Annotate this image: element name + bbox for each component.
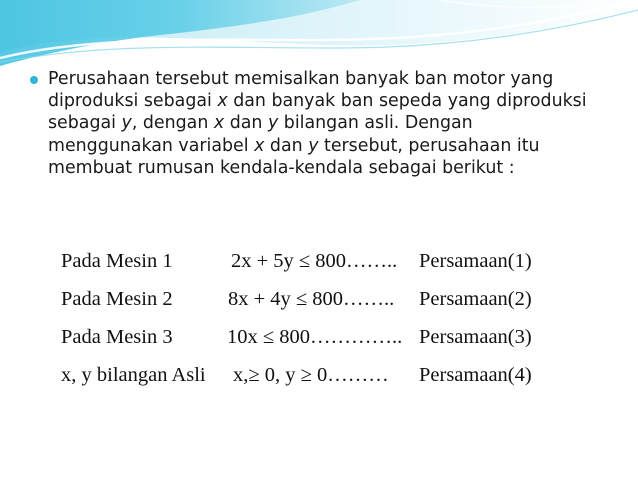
var-y: y [121, 113, 132, 134]
bullet-item [30, 68, 590, 179]
equation-expression: 8x + 4y ≤ 800…….. [228, 288, 395, 310]
equation-tag: Persamaan(4) [419, 364, 532, 386]
para-text: dan banyak ban sepeda yang diproduksi sebagai [48, 91, 587, 134]
bullet-dot-icon [30, 76, 38, 84]
equation-expression: x,≥ 0, y ≥ 0……… [233, 364, 389, 386]
para-text: Perusahaan tersebut memisalkan banyak ban motor yang diproduksi sebagai [48, 69, 554, 112]
var-x: x [217, 91, 228, 112]
equation-tag: Persamaan(3) [419, 326, 532, 348]
equation-expression: 2x + 5y ≤ 800…….. [231, 250, 398, 272]
var-x: x [213, 113, 225, 134]
equation-expression: 10x ≤ 800………….. [227, 326, 403, 348]
equation-tag: Persamaan(1) [419, 250, 532, 272]
var-x: x [254, 135, 265, 156]
para-text: , dengan [131, 113, 214, 134]
para-text: dan [264, 135, 309, 156]
para-text: dan [224, 113, 268, 134]
para-text: bilangan asli. Dengan menggunakan variabel [48, 113, 473, 156]
equation-label: x, y bilangan Asli [61, 364, 206, 386]
var-y: y [308, 135, 319, 156]
body-paragraph [48, 68, 590, 179]
equation-label: Pada Mesin 3 [61, 326, 173, 348]
para-text: tersebut, perusahaan itu membuat rumusan kendala-kendala sebagai berikut : [48, 135, 540, 178]
equation-label: Pada Mesin 2 [61, 288, 173, 310]
equation-label: Pada Mesin 1 [61, 250, 173, 272]
equation-tag: Persamaan(2) [419, 288, 532, 310]
var-y: y [267, 113, 279, 134]
